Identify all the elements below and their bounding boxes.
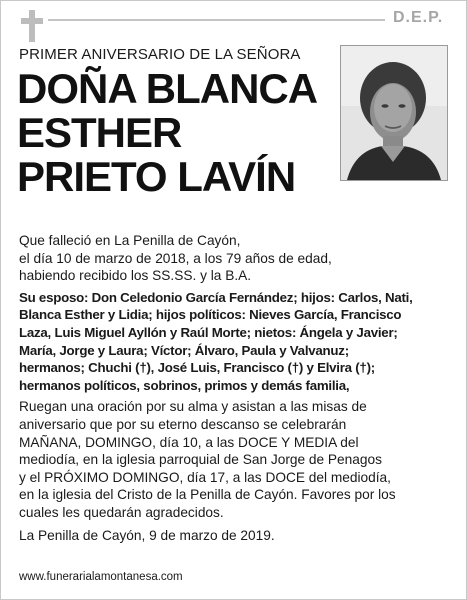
family-line: Laza, Luis Miguel Ayllón y Raúl Morte; nietos: Ángela y Javier;	[19, 324, 398, 340]
deceased-name	[17, 67, 337, 199]
family-paragraph	[19, 289, 444, 395]
anniversary-line: PRIMER ANIVERSARIO DE LA SEÑORA	[19, 46, 301, 63]
name-line-2: ESTHER	[17, 109, 182, 156]
intro-line: habiendo recibido los SS.SS. y la B.A.	[19, 268, 252, 284]
request-paragraph	[19, 398, 444, 521]
name-line-3: PRIETO LAVÍN	[17, 153, 296, 200]
portrait-photo	[340, 45, 448, 181]
request-line: en la iglesia del Cristo de la Penilla de Cayón. Favores por los	[19, 487, 396, 503]
family-line: Blanca Esther y Lidia; hijos políticos: Nieves García, Francisco	[19, 307, 402, 323]
cross-icon	[20, 10, 44, 42]
notice-body	[19, 232, 444, 544]
request-line: aniversario que por su eterno descanso se celebrarán	[19, 416, 347, 432]
intro-line: el día 10 de marzo de 2018, a los 79 años de edad,	[19, 250, 332, 266]
request-line: Ruegan una oración por su alma y asistan a las misas de	[19, 399, 367, 415]
family-line: hermanos políticos, sobrinos, primos y demás familia,	[19, 377, 350, 393]
name-line-1: DOÑA BLANCA	[17, 65, 318, 112]
family-line: hermanos; Chuchi (†), José Luis, Francisco (†) y Elvira (†);	[19, 360, 375, 376]
intro-paragraph	[19, 232, 444, 285]
request-line: y el PRÓXIMO DOMINGO, día 17, a las DOCE del mediodía,	[19, 469, 391, 485]
place-date: La Penilla de Cayón, 9 de marzo de 2019.	[19, 527, 275, 543]
family-line: María, Jorge y Laura; Víctor; Álvaro, Paula y Valvanuz;	[19, 342, 349, 358]
intro-line: Que falleció en La Penilla de Cayón,	[19, 233, 241, 248]
request-line: cuales les quedarán agradecidos.	[19, 504, 224, 520]
request-line: mediodía, en la iglesia parroquial de San Jorge de Penagos	[19, 452, 382, 468]
header-rule	[48, 19, 385, 21]
family-line: Su esposo: Don Celedonio García Fernández; hijos: Carlos, Nati,	[19, 289, 413, 305]
dep-label: D.E.P.	[393, 9, 444, 26]
website-link[interactable]: www.funerarialamontanesa.com	[19, 571, 183, 583]
request-line: MAÑANA, DOMINGO, día 10, a las DOCE Y MEDIA del	[19, 434, 359, 450]
